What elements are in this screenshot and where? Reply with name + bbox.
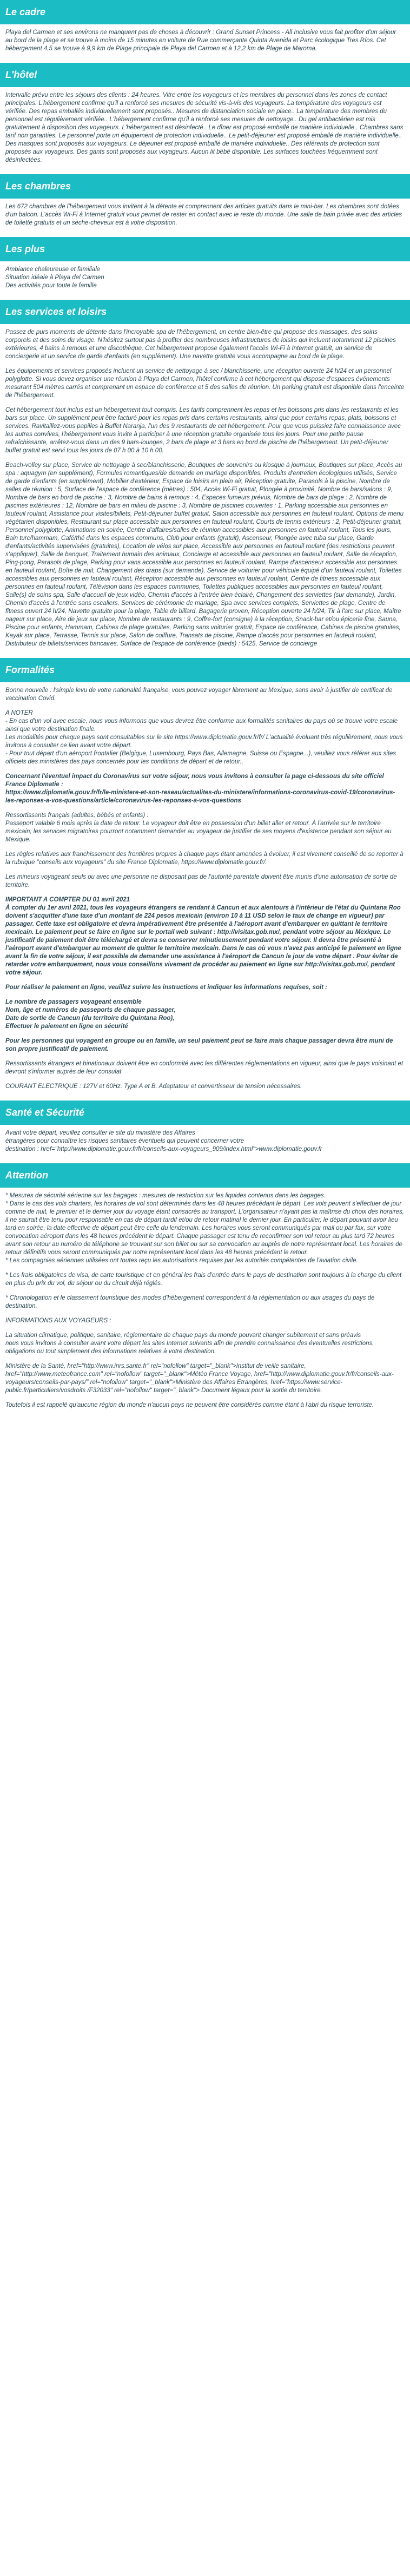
formalites-paragraph: IMPORTANT A COMPTER DU 01 avril 2021 À compter du 1er avril 2021, tous les voyageurs étrangers se rendant à Cancun et aux alentours à l'intérieur de l'état du Quintana Roo doivent s'acquitter d'une taxe d'un montant de 224 pesos mexicain (environ 10 à 11 USD selon le taux de change en vigueur) par passager. Cette taxe est obligatoire et devra impérativement être présentée à l'aéroport avant d'embarquer en quittant le territoire mexicain. Le paiement peut se faire en ligne sur le portail web suivant : http://visitax.gob.mx/, pendant votre séjour au Mexique. Le justificatif de paiement doit être téléchargé et devra se conserver minutieusement pendant votre séjour. Il devra être présenté à l'aéroport avant d'embarquer au moment de quitter le territoire mexicain. Dans le cas où vous n'avez pas anticipé le paiement en ligne avant la fin de votre séjour, il est possible de demander une assistance à l'aéroport de Cancun le jour de votre départ . Pour éviter de retarder votre embarquement, nous vous conseillons vivement de procéder au paiement en ligne sur http://visitax.gob.mx/, pendant votre séjour.: [5, 897, 401, 976]
formalites-paragraph: COURANT ELECTRIQUE : 127V et 60Hz. Type A et B. Adaptateur et convertisseur de tension nécessaires.: [5, 1083, 302, 1090]
formalites-paragraph: Bonne nouvelle : l'simple levu de votre nationalité française, vous pouvez voyager librement au Mexique, sans avoir à justifier de certificat de vaccination Covid.: [5, 687, 393, 702]
formalites-paragraph: Les règles relatives aux franchissement des frontières propres à chaque pays étant amenées à évoluer, il est vivement conseillé de se reporter à la rubrique "conseils aux voyageurs" du site France Diplomatie, https://www.diplomatie.gouv.fr/.: [5, 851, 404, 866]
services-paragraph: Cet hébergement tout inclus est un hébergement tout compris. Les tarifs comprennent les repas et les boissons pris dans les restaurants et les bars sur place. Un supplément peut être facturé pour les repas pris dans certains restaurants, ainsi que pour certains repas, plats, boissons et services. Ravitaillez-vous papilles à Buffet Naranja, l'un des 9 restaurants de cet hébergement. Pour que vous puissiez faire connaissance avec les autres convives, l'hébergement vous invite à participer à une réception gratuite organisée tous les jours. Pour une petite pause rafraîchissante, arrêtez-vous dans un des 9 bars-lounges, 2 bars de plage et 3 bars en bord de piscine de l'hébergement. Un petit-déjeuner buffet gratuit est servi tous les jours de 07 h 00 à 10 h 00.: [5, 407, 401, 454]
section-header-attention: Attention: [0, 1163, 410, 1188]
cadre-paragraph: Playa del Carmen et ses environs ne manquent pas de choses à découvrir : Grand Sunset Princess - All Inclusive vous fait profiter d'un séjour au bord de la plage et se trouve à moins de 15 minutes en voiture de Rue commerçante Quinta Avenida et Parc écologique Tres Ríos. Cet hébergement 4,5 se trouve à 9,9 km de Plage principale de Playa del Carmen et à 12,2 km de Plage de Maroma.: [5, 29, 396, 52]
section-header-formalites: Formalités: [0, 658, 410, 682]
section-header-cadre: Le cadre: [0, 0, 410, 24]
sante-paragraph: Avant votre départ, veuillez consulter le site du ministère des Affaires étrangères pour connaître les risques sanitaires éventuels qui peuvent concerner votre destination : href="http://www.diplomatie.gouv.fr/fr/conseils-aux-voyageurs_909/index.html">www.diplomatie.gouv.fr: [5, 1130, 322, 1152]
formalites-paragraph: Pour les personnes qui voyagent en groupe ou en famille, un seul paiement peut se faire mais chaque passager devra être muni de son propre justificatif de paiement.: [5, 1038, 393, 1052]
hotel-paragraph: Intervalle prévu entre les séjours des clients : 24 heures. Vitre entre les voyageurs et les membres du personnel dans les zones de contact principales. L'hébergement confirme qu'il a renforcé ses mesures de sécurité vis-à-vis des voyageurs. La température des voyageurs est vérifiée. Des repas emballés individuellement sont proposés.. Mesures de distanciation sociale en place.. La température des membres du personnel est régulièrement vérifiée.. L'hébergement confirme qu'il a renforcé ses mesures de nettoyage.. Du gel antibactérien est mis gratuitement à disposition des voyageurs. L'hébergement est désinfecté.. Le dîner est proposé emballé de manière individuelle.. Chambres sans tarif non garanties. Le personnel porte un équipement de protection individuelle.. Le petit-déjeuner est proposé emballé de manière individuelle.. Des masques sont proposés aux voyageurs. Le déjeuner est proposé emballé de manière individuelle.. Des référents de protection sont proposés aux voyageurs. Des gants sont proposés aux voyageurs. Aucun lit bébé disponible. Les surfaces touchées fréquemment sont désinfectées.: [5, 92, 404, 163]
section-body-plus: [0, 261, 410, 300]
services-paragraph: Passez de purs moments de détente dans l'incroyable spa de l'hébergement, un centre bien-être qui propose des massages, des soins corporels et des soins du visage. N'hésitez surtout pas à profiter des nombreuses infrastructures de loisirs qui incluent notamment 12 piscines extérieures, 4 bains à remous et une discothèque. Cet hébergement propose également l'accès Wi-Fi à Internet gratuit, un service de conciergerie et un service de garde d'enfants (en supplément). Une navette gratuite vous accompagne au bord de la plage.: [5, 329, 396, 360]
section-body-sante: [0, 1125, 410, 1163]
attention-links-paragraph: Ministère de la Santé, href="http://www.inrs.sante.fr" rel="nofollow" target="_blank">Institut de veille sanitaire, href="http://www.meteofrance.com" rel="nofollow" target="_blank">Météo France Voyage, href="http://www.diplomatie.gouv.fr/fr/conseils-aux-voyageurs/conseils-par-pays/" rel="nofollow" target="_blank">Ministère des Affaires Etrangères, href="https://www.service-public.fr/particuliers/vosdroits /F32033" rel="nofollow" target="_blank"> Document légaux pour la sortie du territoire.: [5, 1363, 394, 1394]
formalites-paragraph: Ressortissants étrangers et binationaux doivent être en conformité avec les différentes réglementations en vigueur, ainsi que le pays voisinant et devront s'informer auprès de leur consulat.: [5, 1060, 404, 1075]
plus-line: Des activités pour toute la famille: [5, 282, 97, 289]
section-body-formalites: [0, 682, 410, 1101]
section-header-services: Les services et loisirs: [0, 300, 410, 324]
section-body-hotel: [0, 87, 410, 174]
formalites-paragraph: Les mineurs voyageant seuls ou avec une personne ne disposant pas de l'autorité parentale doivent être munis d'une autorisation de sortie de territoire.: [5, 874, 397, 888]
services-amenities-list: Beach-volley sur place, Service de nettoyage à sec/blanchisserie, Boutiques de souvenirs ou kiosque à journaux, Boutiques sur place, Accès au spa : aquagym (en supplément), Formules romantiques/de demande en mariage disponibles, Produits d'entretien écologiques utilisés, Service de garde d'enfants (en supplément), Mobilier d'extérieur, Espace de loisirs en plein air, Réception gratuite, Parasols à la piscine, Nombre de salles de réunion : 5, Surface de l'espace de conférence (mètres) : 504, Accès Wi-Fi gratuit, Plongée à proximité, Nombre de bars/salons : 9, Nombre de bars en bord de piscine : 3, Nombre de bains à remous : 4, Espaces fumeurs prévus, Nombre de bars de plage : 2, Nombre de piscines extérieures : 12, Nombre de bars en milieu de piscine : 3, Nombre de piscines couvertes : 1, Parking accessible aux personnes en fauteuil roulant, Assistance pour visites/billets, Petit-déjeuner buffet gratuit, Salon accessible aux personnes en fauteuil roulant, Options de menu végétarien disponibles, Restaurant sur place accessible aux personnes en fauteuil roulant, Courts de tennis extérieurs : 2, Petit-déjeuner gratuit, Personnel polyglotte, Animations en soirée, Centre d'affaires/salles de réunion accessibles aux personnes en fauteuil roulant, Tous les jours, Bain turc/hammam, Café/thé dans les espaces communs, Club pour enfants (gratuit), Ascenseur, Plongée avec tuba sur place, Garde d'enfants/activités supervisées (gratuites), Location de vélos sur place, Accessible aux personnes en fauteuil roulant (des restrictions peuvent s'appliquer), Salle de banquet, Traitement humain des animaux, Concierge et accessible aux personnes en fauteuil roulant, Salle de réception, Ping-pong, Parasols de plage, Parking pour vans accessible aux personnes en fauteuil roulant, Rampe d'ascenseur accessible aux personnes en fauteuil roulant, Boîte de nuit, Changement des draps (sur demande), Service de voiturier pour véhicule équipé d'un fauteuil roulant, Toilettes accessibles aux personnes en fauteuil roulant, Réception accessible aux personnes en fauteuil roulant, Centre de fitness accessible aux personnes en fauteuil roulant, Télévision dans les espaces communes, Toilettes publiques accessibles aux personnes en fauteuil roulant, Salle(s) de soins spa, Salle d'accueil de jeux vidéo, Chemin d'accès à l'entrée bien éclairé, Changement des serviettes (sur demande), Jardin, Chemin d'accès à l'entrée sans escaliers, Services de cérémonie de mariage, Spa avec services complets, Serviettes de plage, Centre de fitness ouvert 24 h/24, Navette gratuite pour la plage, Table de billard, Bagagerie proven, Réception ouverte 24 h/24, Tir à l'arc sur place, Maître nageur sur place, Aire de jeux sur place, Nombre de restaurants : 9, Coffre-fort (consigne) à la réception, Snack-bar et/ou épicerie fine, Sauna, Piscine pour enfants, Hammam, Cabines de plage gratuites, Parking sans voiturier gratuit, Espace de conférence, Cabines de piscine gratuites, Kayak sur place, Terrasse, Tennis sur place, Salon de coiffure, Transats de piscine, Rampe d'accès pour personnes en fauteuil roulant, Distributeur de billets/services bancaires, Surface de l'espace de conférence (pieds) : 5425, Service de concierge: [5, 462, 404, 647]
attention-paragraph: La situation climatique, politique, sanitaire, réglementaire de chaque pays du monde pouvant changer subitement et sans préavis nous vous invitons à consulter avant votre départ les sites Internet suivants afin de prendre connaissance des éventuelles restrictions, obligations ou tout simplement des informations relatives à votre destination.: [5, 1332, 374, 1355]
section-body-services: [0, 324, 410, 658]
formalites-paragraph: Concernant l'éventuel impact du Coronavirus sur votre séjour, nous vous invitons à consulter la page ci-dessous du site officiel France Diplomatie : https://www.diplomatie.gouv.fr/fr/le-ministere-et-son-reseau/actualites-du-ministere/informations-coronavirus-covid-19/coronavirus-les-reponses-a-vos-questions/article/coronavirus-les-reponses-a-vos-questions: [5, 773, 395, 804]
attention-paragraph: * Mesures de sécurité aérienne sur les bagages : mesures de restriction sur les liquides contenus dans les bagages. * Dans le cas des vols charters, les horaires de vol sont déterminés dans les 48 heures précédant le départ. Les vols peuvent s'effectuer de jour comme de nuit, le premier et le dernier jour du voyage étant consacrés au transport. L'organisateur n'ayant pas la maîtrise du choix des horaires, il ne saurait être tenu pour responsable en cas de départ tardif et/ou de retour matinal le dernier jour. En particulier, le départ pouvant avoir lieu tard en soirée, la date effective de départ peut être celle du lendemain. Les horaires vous seront communiqués par mail ou par fax, sur votre convocation aéroport dans les 48 heures précédent le départ. Chaque passager est tenu de reconfirmer son vol retour au plus tard 72 heures avant son retour au numéro de téléphone se trouvant sur son billet ou sur sa convocation au auprès de notre représentant local. Les horaires de retour définitifs vous seront communiqués par notre représentant local dans les 48 heures précédant le retour. * Les compagnies aériennes utilisées ont toutes reçu les autorisations requises par les autorités compétentes de l'aviation civile.: [5, 1193, 404, 1264]
section-body-attention: [0, 1188, 410, 1419]
attention-paragraph: * Les frais obligatoires de visa, de carte touristique et en général les frais d'entrée dans le pays de destination sont toujours à la charge du client en plus du prix du vol, du séjour ou du circuit déjà réglés.: [5, 1272, 402, 1287]
formalites-paragraph: Pour réaliser le paiement en ligne, veuillez suivre les instructions et indiquer les informations requises, soit :: [5, 984, 327, 991]
attention-paragraph: Toutefois il est rappelé qu'aucune région du monde n'aucun pays ne peuvent être considérés comme étant à l'abri du risque terroriste.: [5, 1402, 374, 1408]
attention-paragraph: INFORMATIONS AUX VOYAGEURS :: [5, 1317, 111, 1324]
formalites-paragraph: Ressortissants français (adultes, bébés et enfants) : Passeport valable 6 mois après la date de retour. Le voyageur doit être en possession d'un billet aller et retour. À l'arrivée sur le territoire mexicain, les services migratoires pourront notamment demander au voyageur de justifier de ses moyens d'existence pendant son séjour au Mexique.: [5, 812, 392, 843]
plus-line: Ambiance chaleureuse et familiale: [5, 266, 101, 273]
section-body-cadre: [0, 24, 410, 63]
section-header-hotel: L'hôtel: [0, 63, 410, 87]
chambres-paragraph: Les 672 chambres de l'hébergement vous invitent à la détente et comprennent des articles gratuits dans le mini-bar. Les chambres sont dotées d'un balcon. L'accès Wi-Fi à Internet gratuit vous permet de rester en contact avec le reste du monde. Une salle de bain privée avec des articles de toilette gratuits et un sèche-cheveux est à votre disposition.: [5, 203, 402, 226]
section-header-chambres: Les chambres: [0, 174, 410, 199]
plus-line: Situation idéale à Playa del Carmen: [5, 274, 104, 281]
section-header-plus: Les plus: [0, 237, 410, 261]
attention-paragraph: * Chronologation et le classement touristique des modes d'hébergement correspondent à la réglementation ou aux usages du pays de destination.: [5, 1295, 375, 1309]
section-body-chambres: [0, 199, 410, 237]
formalites-paragraph: Le nombre de passagers voyageant ensemble Nom, âge et numéros de passeports de chaque passager, Date de sortie de Cancun (du territoire du Quintana Roo), Effectuer le paiement en ligne en sécurité: [5, 999, 176, 1030]
formalites-paragraph: A NOTER - En cas d'un vol avec escale, nous vous informons que vous devrez être conforme aux formalités sanitaires du pays où se trouve votre escale ainsi que votre destination finale. Les modalités pour chaque pays sont consultables sur le site https://www.diplomatie.gouv.fr/fr/ L'actualité évoluant très régulièrement, nous vous invitons à consulter ce lien avant votre départ. - Pour tout départ d'un aéroport frontalier (Belgique, Luxembourg, Pays Bas, Allemagne, Suisse ou Espagne...), veuillez vous référer aux sites officiels des ministères des pays concernés pour les conditions de départ et de retour..: [5, 710, 403, 765]
section-header-sante: Santé et Sécurité: [0, 1101, 410, 1125]
services-paragraph: Les équipements et services proposés incluent un service de nettoyage à sec / blanchisserie, une réception ouverte 24 h/24 et un personnel polyglotte. Si vous devez organiser une réunion à Playa del Carmen, l'hôtel confirme à cet hébergement qui dispose d'espaces événements mesurant 504 mètres carrés et comprenant un espace de conférence et 5 des salles de réunion. Un parking gratuit est disponible dans l'enceinte de l'hébergement.: [5, 368, 405, 399]
